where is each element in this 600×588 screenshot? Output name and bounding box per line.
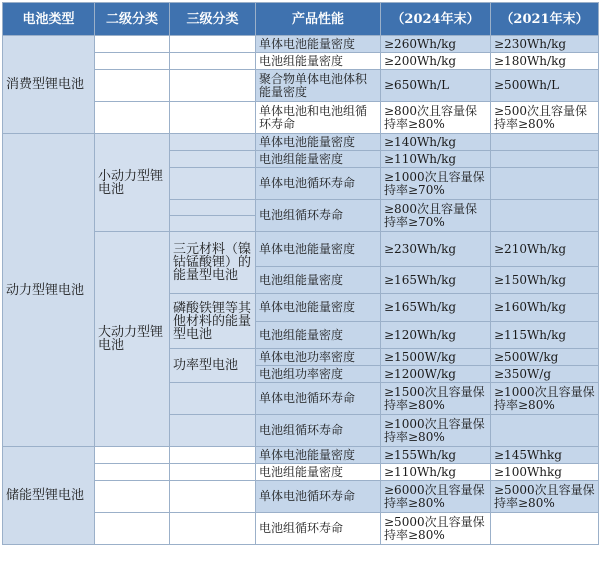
level3-cell — [170, 36, 256, 53]
value-2021 — [491, 513, 599, 545]
value-2021: ≥350W/g — [491, 366, 599, 383]
value-2021 — [491, 151, 599, 168]
level2-small-power: 小动力型锂电池 — [95, 134, 170, 232]
perf-cell: 单体电池循环寿命 — [256, 168, 381, 200]
value-2024: ≥800次且容量保持率≥80% — [381, 102, 491, 134]
perf-cell: 单体电池能量密度 — [256, 232, 381, 267]
level2-cell — [95, 447, 170, 464]
battery-type-consumer: 消费型锂电池 — [3, 36, 95, 134]
value-2021: ≥1000次且容量保持率≥80% — [491, 383, 599, 415]
perf-cell: 电池组功率密度 — [256, 366, 381, 383]
perf-cell: 单体电池和电池组循环寿命 — [256, 102, 381, 134]
level3-cell — [170, 216, 256, 232]
value-2021: ≥115Wh/kg — [491, 322, 599, 349]
value-2021: ≥5000次且容量保持率≥80% — [491, 481, 599, 513]
value-2021: ≥500W/kg — [491, 349, 599, 366]
level2-cell — [95, 464, 170, 481]
value-2021: ≥230Wh/kg — [491, 36, 599, 53]
value-2021: ≥100Whkg — [491, 464, 599, 481]
header-level3: 三级分类 — [170, 3, 256, 36]
perf-cell: 单体电池能量密度 — [256, 447, 381, 464]
level3-cell — [170, 53, 256, 70]
level2-cell — [95, 102, 170, 134]
value-2021 — [491, 415, 599, 447]
value-2021 — [491, 134, 599, 151]
level3-cell — [170, 70, 256, 102]
value-2021: ≥150Wh/kg — [491, 267, 599, 294]
perf-cell: 单体电池能量密度 — [256, 134, 381, 151]
table-row — [3, 134, 599, 151]
perf-cell: 电池组能量密度 — [256, 267, 381, 294]
value-2021: ≥500Wh/L — [491, 70, 599, 102]
level3-cell — [170, 200, 256, 216]
level3-cell — [170, 447, 256, 464]
table-row — [3, 447, 599, 464]
value-2024: ≥260Wh/kg — [381, 36, 491, 53]
perf-cell: 电池组能量密度 — [256, 322, 381, 349]
perf-cell: 单体电池功率密度 — [256, 349, 381, 366]
perf-cell: 电池组能量密度 — [256, 464, 381, 481]
value-2021: ≥180Wh/kg — [491, 53, 599, 70]
level2-cell — [95, 481, 170, 513]
value-2024: ≥1500W/kg — [381, 349, 491, 366]
level2-cell — [95, 70, 170, 102]
level2-large-power: 大动力型锂电池 — [95, 232, 170, 447]
level3-cell — [170, 102, 256, 134]
value-2024: ≥650Wh/L — [381, 70, 491, 102]
level3-cell — [170, 481, 256, 513]
perf-cell: 电池组能量密度 — [256, 53, 381, 70]
level3-cell — [170, 168, 256, 200]
level3-cell — [170, 415, 256, 447]
value-2021: ≥160Wh/kg — [491, 294, 599, 322]
value-2021 — [491, 168, 599, 200]
value-2024: ≥1200W/kg — [381, 366, 491, 383]
perf-cell: 单体电池能量密度 — [256, 36, 381, 53]
level3-cell — [170, 513, 256, 545]
perf-cell: 单体电池循环寿命 — [256, 383, 381, 415]
header-level2: 二级分类 — [95, 3, 170, 36]
perf-cell: 单体电池能量密度 — [256, 294, 381, 322]
level3-cell — [170, 151, 256, 168]
header-row — [3, 3, 599, 36]
header-2021: （2021年末） — [491, 3, 599, 36]
level2-cell — [95, 53, 170, 70]
value-2024: ≥110Wh/kg — [381, 464, 491, 481]
battery-type-storage: 储能型锂电池 — [3, 447, 95, 545]
value-2024: ≥6000次且容量保持率≥80% — [381, 481, 491, 513]
value-2024: ≥5000次且容量保持率≥80% — [381, 513, 491, 545]
value-2024: ≥800次且容量保持率≥70% — [381, 200, 491, 232]
level3-cell — [170, 383, 256, 415]
value-2021: ≥145Whkg — [491, 447, 599, 464]
value-2024: ≥1000次且容量保持率≥80% — [381, 415, 491, 447]
battery-spec-table — [2, 2, 599, 545]
value-2021 — [491, 200, 599, 232]
header-battery-type: 电池类型 — [3, 3, 95, 36]
level3-lfp: 磷酸铁锂等其他材料的能量型电池 — [170, 294, 256, 349]
perf-cell: 聚合物单体电池体积能量密度 — [256, 70, 381, 102]
level2-cell — [95, 513, 170, 545]
level2-cell — [95, 36, 170, 53]
perf-cell: 单体电池循环寿命 — [256, 481, 381, 513]
header-performance: 产品性能 — [256, 3, 381, 36]
perf-cell: 电池组循环寿命 — [256, 415, 381, 447]
value-2024: ≥1500次且容量保持率≥80% — [381, 383, 491, 415]
value-2024: ≥110Wh/kg — [381, 151, 491, 168]
value-2024: ≥120Wh/kg — [381, 322, 491, 349]
level3-powertype: 功率型电池 — [170, 349, 256, 383]
value-2024: ≥200Wh/kg — [381, 53, 491, 70]
value-2024: ≥1000次且容量保持率≥70% — [381, 168, 491, 200]
value-2024: ≥230Wh/kg — [381, 232, 491, 267]
battery-type-power: 动力型锂电池 — [3, 134, 95, 447]
value-2024: ≥155Wh/kg — [381, 447, 491, 464]
header-2024: （2024年末） — [381, 3, 491, 36]
value-2021: ≥210Wh/kg — [491, 232, 599, 267]
value-2024: ≥165Wh/kg — [381, 294, 491, 322]
perf-cell: 电池组循环寿命 — [256, 200, 381, 232]
level3-cell — [170, 134, 256, 151]
value-2021: ≥500次且容量保持率≥80% — [491, 102, 599, 134]
perf-cell: 电池组循环寿命 — [256, 513, 381, 545]
value-2024: ≥140Wh/kg — [381, 134, 491, 151]
level3-ternary: 三元材料（镍钴锰酸锂）的能量型电池 — [170, 232, 256, 294]
perf-cell: 电池组能量密度 — [256, 151, 381, 168]
level3-cell — [170, 464, 256, 481]
value-2024: ≥165Wh/kg — [381, 267, 491, 294]
table-row — [3, 36, 599, 53]
